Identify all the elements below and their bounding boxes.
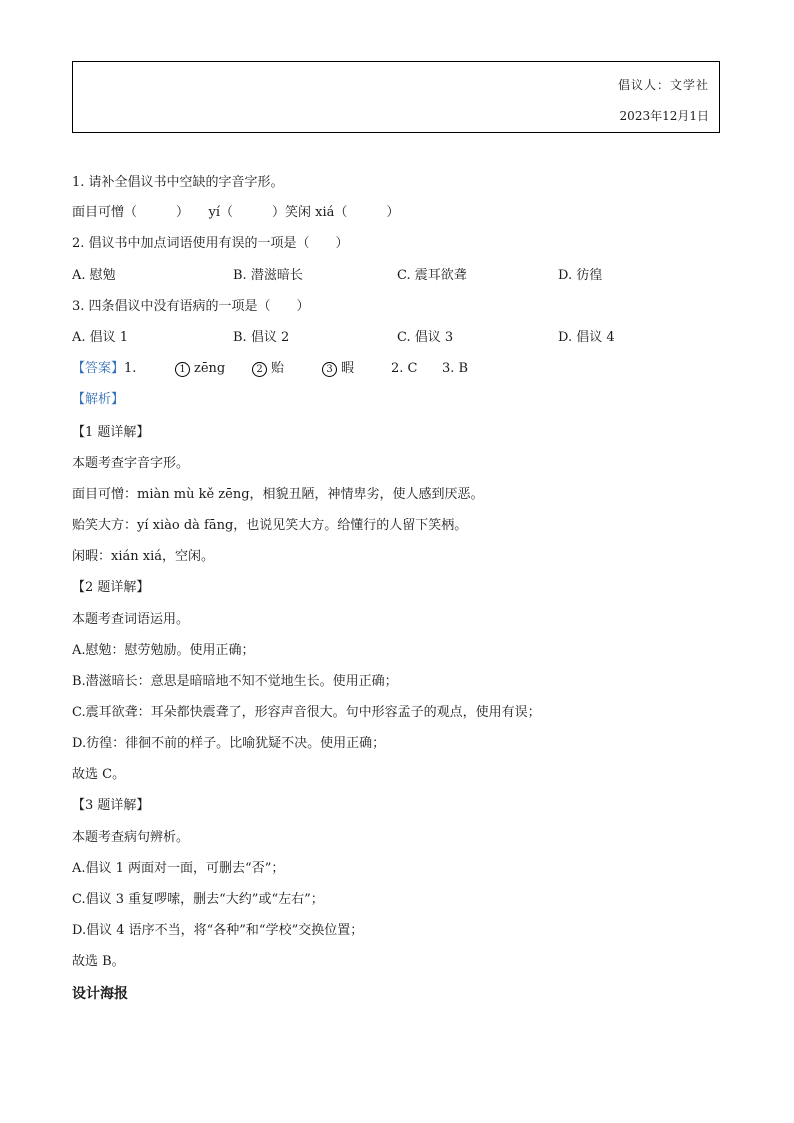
detail3-heading: 【3 题详解】 — [72, 798, 150, 813]
q1-fill-line: 面目可憎（ ） yí（ ）笑闲 xiá（ ） — [72, 205, 400, 220]
q3-stem: 3. 四条倡议中没有语病的一项是（ ） — [72, 299, 310, 314]
answer-q2: 2. C — [391, 361, 418, 376]
detail2-heading: 【2 题详解】 — [72, 580, 150, 595]
answer-row — [72, 361, 136, 377]
detail2-line: 故选 C。 — [72, 767, 126, 782]
q3-option-d: D. 倡议 4 — [558, 330, 615, 345]
detail2-line: B.潜滋暗长：意思是暗暗地不知不觉地生长。使用正确； — [72, 674, 398, 689]
section-title: 设计海报 — [72, 986, 128, 1002]
circled-number: 3 — [322, 362, 337, 377]
detail2-line: D.彷徨：徘徊不前的样子。比喻犹疑不决。使用正确； — [72, 736, 386, 751]
detail1-line: 面目可憎：miàn mù kě zēng，相貌丑陋，神情卑劣，使人感到厌恶。 — [72, 487, 484, 502]
detail1-heading: 【1 题详解】 — [72, 425, 150, 440]
q2-option-b: B. 潜滋暗长 — [233, 268, 303, 283]
signature-box — [72, 61, 720, 133]
detail3-line: D.倡议 4 语序不当，将“各种”和“学校”交换位置； — [72, 923, 364, 938]
answer-label: 【答案】 — [72, 361, 125, 376]
q2-option-d: D. 彷徨 — [558, 268, 603, 283]
circled-number: 2 — [252, 362, 267, 377]
q3-option-c: C. 倡议 3 — [397, 330, 454, 345]
q3-option-b: B. 倡议 2 — [233, 330, 290, 345]
detail1-line: 贻笑大方：yí xiào dà fāng，也说见笑大方。给懂行的人留下笑柄。 — [72, 518, 468, 533]
detail3-line: 本题考查病句辨析。 — [72, 830, 190, 845]
signatory-text: 倡议人：文学社 — [617, 78, 709, 92]
detail3-line: A.倡议 1 两面对一面，可删去“否”； — [72, 861, 285, 876]
date-text: 2023年12月1日 — [619, 109, 709, 123]
answer-item-1: 1 zēng — [175, 361, 225, 377]
q3-option-a: A. 倡议 1 — [72, 330, 129, 345]
q2-option-c: C. 震耳欲聋 — [397, 268, 467, 283]
detail2-line: 本题考查词语运用。 — [72, 612, 190, 627]
detail3-line: C.倡议 3 重复啰嗦，删去“大约”或“左右”； — [72, 892, 324, 907]
detail1-line: 本题考查字音字形。 — [72, 456, 190, 471]
detail3-line: 故选 B。 — [72, 954, 125, 969]
detail1-line: 闲暇：xián xiá，空闲。 — [72, 549, 214, 564]
analysis-label: 【解析】 — [72, 392, 125, 407]
q2-stem: 2. 倡议书中加点词语使用有误的一项是（ ） — [72, 236, 349, 251]
detail2-line: C.震耳欲聋：耳朵都快震聋了，形容声音很大。句中形容孟子的观点，使用有误； — [72, 705, 541, 720]
q2-option-a: A. 慰勉 — [72, 268, 116, 283]
q1-stem: 1. 请补全倡议书中空缺的字音字形。 — [72, 175, 284, 190]
detail2-line: A.慰勉：慰劳勉励。使用正确； — [72, 643, 255, 658]
answer-q3: 3. B — [442, 361, 469, 376]
answer-item-3: 3 暇 — [322, 361, 354, 377]
answer-prefix: 1. — [124, 361, 137, 376]
circled-number: 1 — [175, 362, 190, 377]
answer-item-2: 2 贻 — [252, 361, 284, 377]
